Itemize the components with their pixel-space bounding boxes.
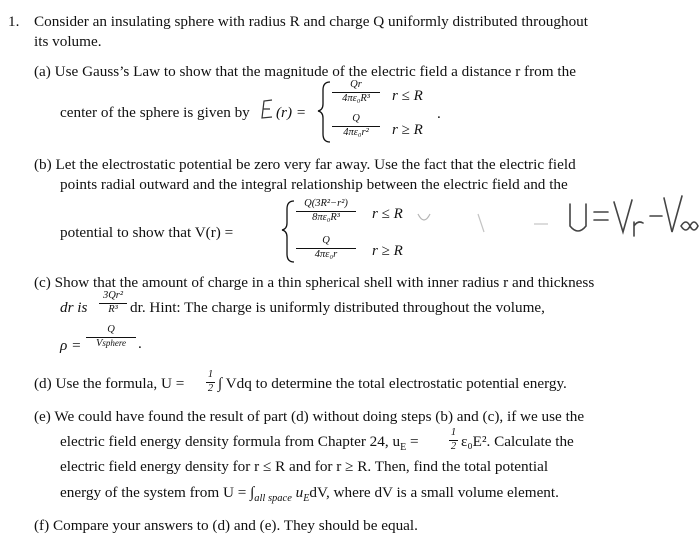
handwritten-u	[570, 204, 586, 231]
part-a-period: .	[437, 105, 441, 122]
problem-number: 1.	[8, 13, 20, 30]
intro-line-1: Consider an insulating sphere with radius R and charge Q uniformly distributed throughout	[34, 13, 588, 30]
part-b-case2-condition: r ≥ R	[372, 243, 403, 259]
part-b-line-2: points radial outward and the integral relationship between the electric field and the	[60, 176, 568, 193]
part-b-brace	[282, 201, 294, 262]
part-e-line-4c: dV, where dV is a small volume element.	[309, 484, 559, 501]
part-d-half-denominator: 2	[207, 382, 214, 394]
part-e-line-3: electric field energy density for r ≤ R and for r ≥ R. Then, find the total potential	[60, 458, 549, 475]
part-c-dr-tail: dr. Hint: The charge is uniformly distributed throughout the volume,	[130, 299, 545, 316]
part-a-case2-denominator: 4πε₀r²	[332, 126, 380, 139]
part-a-brace	[318, 82, 330, 142]
part-d-line-1b: ∫ Vdq to determine the total electrostatic potential energy.	[218, 375, 567, 392]
handwritten-e-mark	[262, 100, 272, 118]
handwritten-infinity	[681, 222, 698, 230]
part-a-case2-condition: r ≥ R	[392, 122, 423, 138]
part-e-line-2a: electric field energy density formula from Chapter 24, u	[60, 433, 401, 450]
part-c-dr-lead: dr is	[60, 299, 88, 316]
part-b-case1-denominator: 8πε₀R³	[296, 211, 356, 224]
part-c-line-1: (c) Show that the amount of charge in a thin spherical shell with inner radius r and thickness	[34, 274, 595, 291]
part-b-case2-numerator: Q	[322, 235, 330, 246]
handwritten-equals	[594, 212, 608, 220]
part-f-line-1: (f) Compare your answers to (d) and (e). They should be equal.	[34, 517, 418, 534]
part-c-rho-numerator: Q	[107, 324, 115, 335]
part-a-case2-numerator: Q	[352, 113, 360, 124]
part-d-half-numerator: 1	[207, 369, 214, 380]
part-a-lead: center of the sphere is given by	[60, 104, 250, 121]
part-b-case1-numerator: Q(3R²−r²)	[304, 198, 348, 209]
part-e-half-numerator: 1	[450, 427, 457, 438]
handwritten-faint-mark-2	[478, 214, 484, 232]
part-b-case1-condition: r ≤ R	[372, 206, 403, 222]
part-c-shell-denominator: R³	[99, 303, 127, 316]
part-a-case1-numerator: Qr	[350, 79, 362, 90]
part-a-case1-denominator: 4πε₀R³	[332, 92, 380, 105]
part-c-rho-den-sub: sphere	[102, 337, 127, 348]
part-e-line-2-eq: =	[406, 433, 419, 450]
part-e-line-4-sub: all space	[254, 493, 292, 505]
part-e-half-denominator: 2	[450, 440, 457, 452]
handwritten-r	[634, 222, 643, 236]
part-c-shell-numerator: 3Qr²	[102, 290, 124, 301]
handwritten-v1	[614, 200, 632, 232]
part-e-line-4-sub2: E	[303, 493, 310, 505]
part-e-line-4a: energy of the system from U = ∫	[60, 484, 255, 501]
intro-line-2: its volume.	[34, 33, 102, 50]
part-b-line-1: (b) Let the electrostatic potential be zero very far away. Use the fact that the electric field	[34, 156, 576, 173]
part-b-lead: potential to show that V(r) =	[60, 224, 234, 241]
part-c-rho-den-v: V	[95, 337, 103, 349]
part-a-lhs: (r) =	[276, 104, 307, 121]
handwritten-faint-mark-1	[418, 214, 430, 220]
part-e-line-2b: ε₀E². Calculate the	[461, 433, 574, 450]
part-e-line-4b: u	[291, 484, 304, 501]
part-e-line-2-sub: E	[400, 442, 407, 454]
part-a-line-1: (a) Use Gauss’s Law to show that the magnitude of the electric field a distance r from the	[34, 63, 576, 80]
handwritten-v2	[664, 196, 682, 232]
part-c-rho-end: .	[138, 335, 142, 352]
part-a-case1-condition: r ≤ R	[392, 88, 423, 104]
part-c-rho-lead: ρ =	[60, 337, 82, 354]
part-b-case2-denominator: 4πε₀r	[296, 248, 356, 261]
handwritten-potential-note	[570, 196, 698, 236]
part-d-line-1a: (d) Use the formula, U =	[34, 375, 185, 392]
part-e-line-1: (e) We could have found the result of part (d) without doing steps (b) and (c), if we use the	[34, 408, 585, 425]
